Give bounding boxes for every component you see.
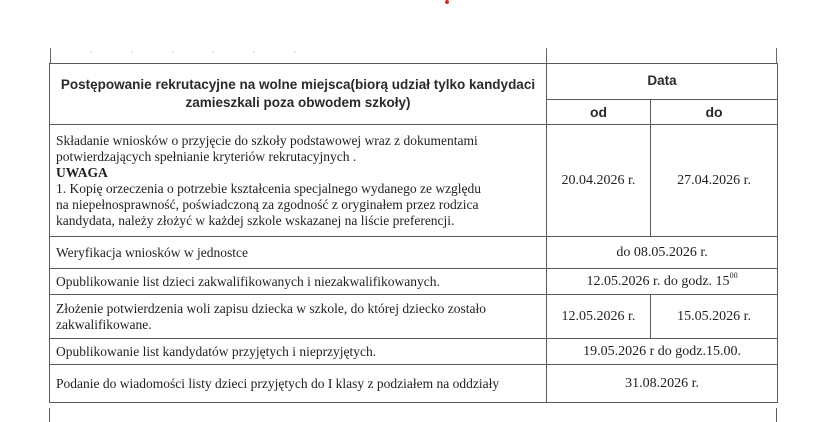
recruitment-schedule-table xyxy=(49,63,778,403)
note-line: kandydata, należy złożyć w każdej szkole wskazanej na liście preferencji. xyxy=(56,212,455,228)
table-row xyxy=(50,125,778,237)
table-row xyxy=(50,295,778,339)
header-to: do xyxy=(651,99,778,124)
row-text-line: Składanie wniosków o przyjęcie do szkoły podstawowej wraz z dokumentami xyxy=(56,132,478,148)
header-row xyxy=(50,64,778,100)
red-mark xyxy=(445,0,449,4)
table-edge-left xyxy=(50,48,51,64)
row-description: Weryfikacja wniosków w jednostce xyxy=(50,237,547,269)
time-superscript: 00 xyxy=(729,270,738,280)
date-range: 31.08.2026 r. xyxy=(547,365,778,403)
row-description: Opublikowanie list kandydatów przyjętych i nieprzyjętych. xyxy=(50,339,547,365)
header-data: Data xyxy=(547,64,778,100)
date-from: 12.05.2026 r. xyxy=(547,295,651,339)
table-continuation xyxy=(49,408,777,422)
note-line: 1. Kopię orzeczenia o potrzebie kształcenia specjalnego wydanego ze względu xyxy=(56,180,482,196)
date-range: 19.05.2026 r do godz.15.00. xyxy=(547,339,778,365)
table-row xyxy=(50,269,778,295)
note-line: na niepełnosprawność, poświadczoną za zgodność z oryginałem przez rodzica xyxy=(56,196,479,212)
date-range: do 08.05.2026 r. xyxy=(547,237,778,269)
row-description: Opublikowanie list dzieci zakwalifikowanych i niezakwalifikowanych. xyxy=(50,269,547,295)
row-description: Złożenie potwierdzenia woli zapisu dziecka w szkole, do której dziecko zostało zakwalifikowane. xyxy=(50,295,547,339)
date-text: 12.05.2026 r. do godz. 15 xyxy=(586,273,730,289)
table-row xyxy=(50,339,778,365)
row-description: Podanie do wiadomości listy dzieci przyjętych do I klasy z podziałem na oddziały xyxy=(50,365,547,403)
row-description xyxy=(50,125,547,237)
date-range xyxy=(547,269,778,295)
header-from: od xyxy=(547,99,651,124)
table-edge-right xyxy=(776,48,777,64)
row-text-line: potwierdzających spełnianie kryteriów rekrutacyjnych . xyxy=(56,148,357,164)
cropped-text-remnant: · · · · · · xyxy=(90,48,314,57)
table-row xyxy=(50,365,778,403)
table-edge-middle xyxy=(546,48,547,64)
date-to: 15.05.2026 r. xyxy=(651,295,778,339)
table-row xyxy=(50,237,778,269)
header-title: Postępowanie rekrutacyjne na wolne miejsca(biorą udział tylko kandydaci zamieszkali poza obwodem szkoły) xyxy=(50,64,547,125)
date-to: 27.04.2026 r. xyxy=(651,125,778,237)
date-from: 20.04.2026 r. xyxy=(547,125,651,237)
warning-label: UWAGA xyxy=(56,164,108,180)
